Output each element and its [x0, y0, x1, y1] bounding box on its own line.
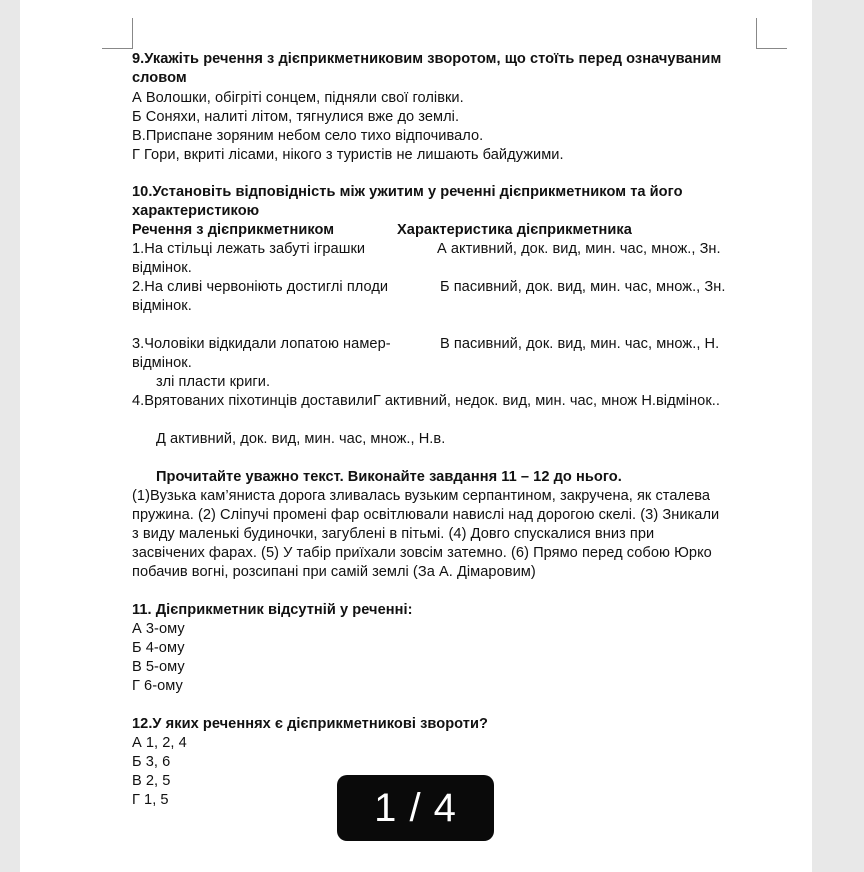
document-page	[20, 0, 812, 872]
q12-option-b: Б 3, 6	[132, 754, 171, 770]
q11-option-b: Б 4-ому	[132, 640, 185, 656]
q10-col-left-header: Речення з дієприкметником	[132, 222, 335, 238]
q10-row-2-tail: відмінок.	[132, 298, 192, 314]
q12-option-c: В 2, 5	[132, 773, 171, 789]
q10-row-1-characteristic: А активний, док. вид, мин. час, множ., Зн.	[437, 241, 721, 257]
q10-row-1-sentence: 1.На стільці лежать забуті іграшки	[132, 241, 366, 257]
page-counter-badge: 1 / 4	[337, 775, 494, 841]
crop-mark-top-left	[102, 18, 133, 49]
q9-option-c: В.Приспане зоряним небом село тихо відпочивало.	[132, 128, 484, 144]
q10-row-3-characteristic: В пасивний, док. вид, мин. час, множ., Н.	[440, 336, 720, 352]
q9-title-line2: словом	[132, 70, 187, 86]
q10-row-5: Д активний, док. вид, мин. час, множ., Н.в.	[156, 431, 446, 447]
q9-option-b: Б Соняхи, налиті літом, тягнулися вже до землі.	[132, 109, 460, 125]
text-line-3: з виду маленькі будиночки, загублені в пітьмі. (4) Довго спускалися вниз при	[132, 526, 655, 542]
q10-row-1-tail: відмінок.	[132, 260, 192, 276]
q10-row-3-tail: відмінок.	[132, 355, 192, 371]
q12-title: 12.У яких реченнях є дієприкметникові звороти?	[132, 716, 488, 732]
q10-row-4: 4.Врятованих піхотинців доставилиГ активний, недок. вид, мин. час, множ Н.відмінок..	[132, 393, 720, 409]
text-heading: Прочитайте уважно текст. Виконайте завдання 11 – 12 до нього.	[156, 469, 622, 485]
text-line-4: засвічених фарах. (5) У табір приїхали зовсім затемно. (6) Прямо перед собою Юрко	[132, 545, 712, 561]
q10-row-2-sentence: 2.На сливі червоніють достиглі плоди	[132, 279, 389, 295]
q9-title-line1: 9.Укажіть речення з дієприкметниковим зворотом, що стоїть перед означуваним	[132, 51, 722, 67]
q11-option-c: В 5-ому	[132, 659, 185, 675]
q10-title-line1: 10.Установіть відповідність між ужитим у реченні дієприкметником та його	[132, 184, 683, 200]
q10-row-2-characteristic: Б пасивний, док. вид, мин. час, множ., Зн.	[440, 279, 726, 295]
q11-option-a: А 3-ому	[132, 621, 185, 637]
text-line-2: пружина. (2) Сліпучі промені фар освітлювали навислі над дорогою скелі. (3) Зникали	[132, 507, 720, 523]
q9-option-d: Г Гори, вкриті лісами, нікого з туристів не лишають байдужими.	[132, 147, 564, 163]
q10-col-right-header: Характеристика дієприкметника	[397, 222, 632, 238]
q12-option-a: А 1, 2, 4	[132, 735, 187, 751]
text-line-5: побачив вогні, розсипані при самій землі (За А. Дімаровим)	[132, 564, 536, 580]
q12-option-d: Г 1, 5	[132, 792, 169, 808]
q9-option-a: А Волошки, обігріті сонцем, підняли свої голівки.	[132, 90, 464, 106]
q10-title-line2: характеристикою	[132, 203, 260, 219]
crop-mark-top-right	[756, 18, 787, 49]
q11-option-d: Г 6-ому	[132, 678, 183, 694]
q10-row-3-continuation: злі пласти криги.	[156, 374, 271, 390]
q11-title: 11. Дієприкметник відсутній у реченні:	[132, 602, 413, 618]
q10-row-3-sentence: 3.Чоловіки відкидали лопатою намер-	[132, 336, 391, 352]
text-line-1: (1)Вузька кам’яниста дорога зливалась вузьким серпантином, закручена, як сталева	[132, 488, 711, 504]
